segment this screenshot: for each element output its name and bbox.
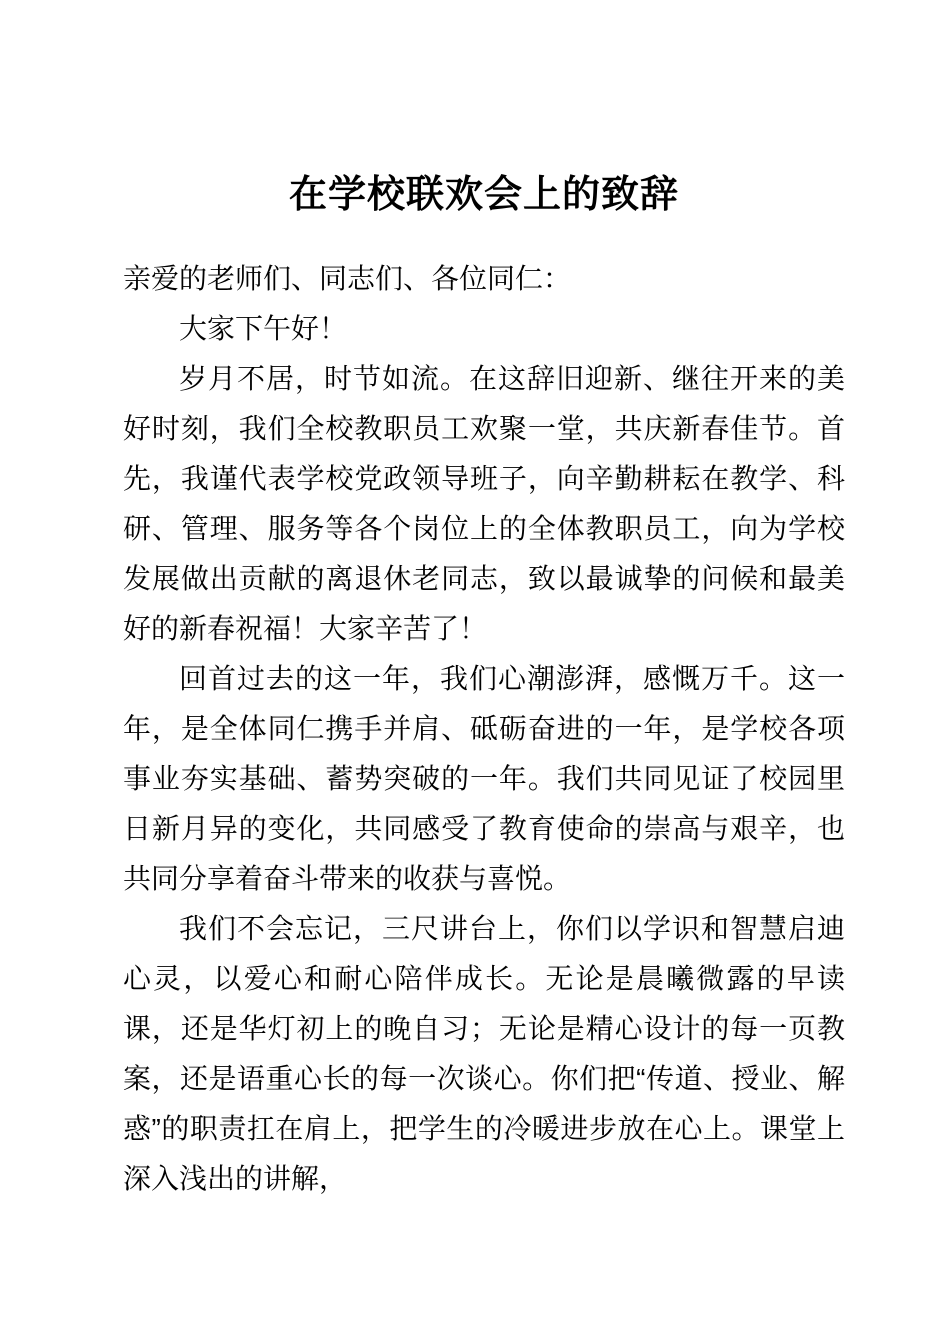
paragraph-salutation: 亲爱的老师们、同志们、各位同仁： <box>123 263 572 294</box>
paragraph-greeting: 大家下午好！ <box>179 313 348 344</box>
paragraph-body-1: 岁月不居，时节如流。在这辞旧迎新、继往开来的美好时刻，我们全校教职员工欢聚一堂，共庆新春佳节。首先，我谨代表学校党政领导班子，向辛勤耕耘在教学、科研、管理、服务等各个岗位上的全体教职员工，向为学校发展做出贡献的离退休老同志，致以最诚挚的问候和最美好的新春祝福！大家辛苦了！ <box>123 363 845 644</box>
paragraph-body-2: 回首过去的这一年，我们心潮澎湃，感慨万千。这一年，是全体同仁携手并肩、砥砺奋进的一年，是学校各项事业夯实基础、蓄势突破的一年。我们共同见证了校园里日新月异的变化，共同感受了教育使命的崇高与艰辛，也共同分享着奋斗带来的收获与喜悦。 <box>123 663 845 894</box>
document-title: 在学校联欢会上的致辞 <box>288 174 679 216</box>
paragraph-body-3: 我们不会忘记，三尺讲台上，你们以学识和智慧启迪心灵，以爱心和耐心陪伴成长。无论是晨曦微露的早读课，还是华灯初上的晚自习；无论是精心设计的每一页教案，还是语重心长的每一次谈心。你们把“传道、授业、解惑”的职责扛在肩上，把学生的冷暖进步放在心上。课堂上深入浅出的讲解， <box>123 913 845 1194</box>
